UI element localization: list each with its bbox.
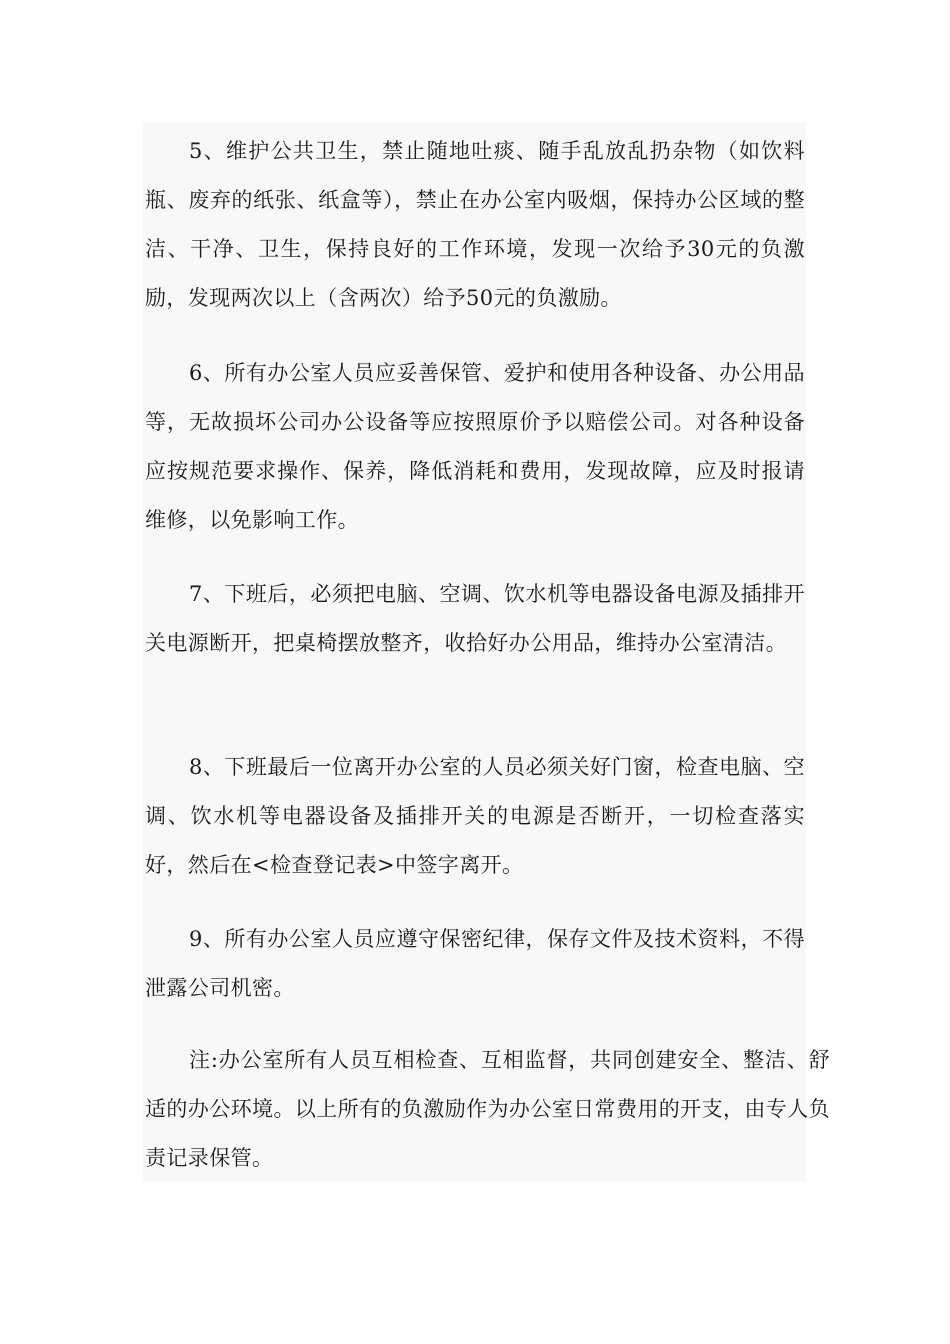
rule-paragraph-6: 6、所有办公室人员应妥善保管、爱护和使用各种设备、办公用品等，无故损坏公司办公设备等应按照原价予以赔偿公司。对各种设备应按规范要求操作、保养，降低消耗和费用，发现故障，应及时报请维修，以免影响工作。 [145, 361, 805, 532]
rule-paragraph-9: 9、所有办公室人员应遵守保密纪律，保存文件及技术资料，不得泄露公司机密。 [145, 927, 805, 1000]
note-paragraph: 注:办公室所有人员互相检查、互相监督，共同创建安全、整洁、舒适的办公环境。以上所有的负激励作为办公室日常费用的开支，由专人负责记录保管。 [145, 1048, 830, 1170]
rule-paragraph-5: 5、维护公共卫生，禁止随地吐痰、随手乱放乱扔杂物（如饮料瓶、废弃的纸张、纸盒等），禁止在办公室内吸烟，保持办公区域的整洁、干净、卫生，保持良好的工作环境，发现一次给予30元的负激励，发现两次以上（含两次）给予50元的负激励。 [145, 139, 805, 310]
rule-paragraph-7: 7、下班后，必须把电脑、空调、饮水机等电器设备电源及插排开关电源断开，把桌椅摆放整齐，收拾好办公用品，维持办公室清洁。 [145, 582, 805, 655]
rule-paragraph-8: 8、下班最后一位离开办公室的人员必须关好门窗，检查电脑、空调、饮水机等电器设备及插排开关的电源是否断开，一切检查落实好，然后在<检查登记表>中签字离开。 [145, 755, 805, 877]
